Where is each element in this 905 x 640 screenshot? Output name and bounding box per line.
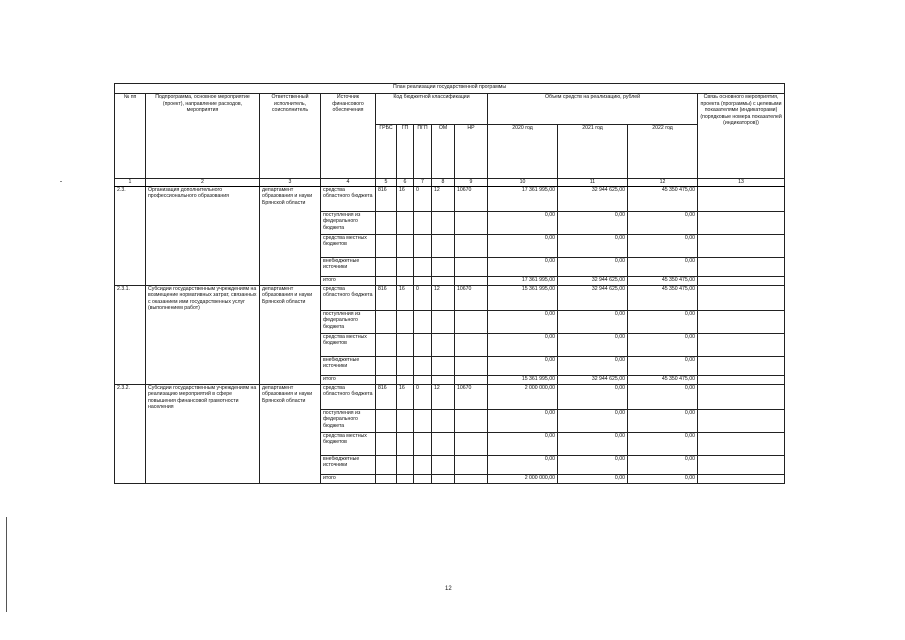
- code-pgp: [414, 356, 432, 375]
- code-gp: [397, 211, 414, 234]
- code-nr: [455, 257, 488, 276]
- table-body: [115, 186, 785, 483]
- code-gp: 16: [397, 186, 414, 211]
- code-grbs: [376, 276, 397, 285]
- header-gp: ГП: [397, 125, 414, 179]
- indicator-link: [698, 409, 785, 432]
- amount-2022: 0,00: [628, 384, 698, 409]
- code-nr: [455, 432, 488, 455]
- code-om: [432, 276, 455, 285]
- amount-2022: 0,00: [628, 234, 698, 257]
- funding-source: поступления из федерального бюджета: [321, 211, 376, 234]
- code-om: [432, 310, 455, 333]
- code-pgp: 0: [414, 384, 432, 409]
- indicator-link: [698, 384, 785, 409]
- amount-2022: 0,00: [628, 333, 698, 356]
- code-nr: [455, 409, 488, 432]
- funding-source: итого: [321, 276, 376, 285]
- code-om: [432, 432, 455, 455]
- amount-2021: 0,00: [558, 432, 628, 455]
- amount-2021: 0,00: [558, 333, 628, 356]
- col-index: 1: [115, 179, 146, 187]
- page-number: 12: [445, 586, 452, 592]
- funding-source: средства местных бюджетов: [321, 432, 376, 455]
- amount-2022: 45 350 475,00: [628, 186, 698, 211]
- code-nr: [455, 234, 488, 257]
- code-pgp: [414, 455, 432, 474]
- code-om: [432, 257, 455, 276]
- header-2021: 2021 год: [558, 125, 628, 179]
- code-grbs: [376, 474, 397, 483]
- header-responsible: Ответственный исполнитель, соисполнитель: [260, 94, 321, 179]
- amount-2020: 17 361 995,00: [488, 186, 558, 211]
- amount-2021: 0,00: [558, 409, 628, 432]
- header-nr: НР: [455, 125, 488, 179]
- code-nr: 10670: [455, 285, 488, 310]
- col-index: 13: [698, 179, 785, 187]
- amount-2020: 0,00: [488, 455, 558, 474]
- item-number: 2.3.1.: [115, 285, 146, 384]
- table-title-text: План реализации государственной программы: [392, 84, 507, 90]
- code-grbs: 816: [376, 186, 397, 211]
- indicator-link: [698, 333, 785, 356]
- plan-table: [114, 83, 785, 484]
- header-grbs: ГРБС: [376, 125, 397, 179]
- code-nr: 10670: [455, 186, 488, 211]
- scan-margin-line: [6, 517, 7, 612]
- code-grbs: [376, 310, 397, 333]
- code-om: [432, 375, 455, 384]
- col-index: 8: [432, 179, 455, 187]
- indicator-link: [698, 234, 785, 257]
- code-gp: [397, 333, 414, 356]
- header-source: Источник финансового обеспечения: [321, 94, 376, 179]
- code-gp: [397, 455, 414, 474]
- code-nr: [455, 474, 488, 483]
- amount-2022: 0,00: [628, 409, 698, 432]
- col-index: 5: [376, 179, 397, 187]
- code-pgp: [414, 310, 432, 333]
- amount-2022: 45 350 475,00: [628, 375, 698, 384]
- amount-2021: 0,00: [558, 257, 628, 276]
- indicator-link: [698, 455, 785, 474]
- item-number: 2.3.: [115, 186, 146, 285]
- amount-2022: 0,00: [628, 455, 698, 474]
- indicator-link: [698, 285, 785, 310]
- code-pgp: [414, 257, 432, 276]
- table-row: [115, 186, 785, 211]
- item-responsible: департамент образования и науки Брянской области: [260, 186, 321, 285]
- table-header: [115, 84, 785, 187]
- header-num: № пп: [115, 94, 146, 179]
- amount-2020: 0,00: [488, 356, 558, 375]
- amount-2021: 0,00: [558, 356, 628, 375]
- code-grbs: 816: [376, 384, 397, 409]
- code-grbs: [376, 432, 397, 455]
- code-pgp: 0: [414, 285, 432, 310]
- funding-source: средства местных бюджетов: [321, 234, 376, 257]
- amount-2020: 0,00: [488, 432, 558, 455]
- code-gp: [397, 257, 414, 276]
- code-grbs: [376, 257, 397, 276]
- amount-2022: 0,00: [628, 432, 698, 455]
- code-pgp: 0: [414, 186, 432, 211]
- indicator-link: [698, 356, 785, 375]
- code-nr: [455, 455, 488, 474]
- code-gp: 16: [397, 285, 414, 310]
- code-nr: [455, 276, 488, 285]
- funding-source: внебюджетные источники: [321, 455, 376, 474]
- code-pgp: [414, 276, 432, 285]
- indicator-link: [698, 211, 785, 234]
- amount-2021: 0,00: [558, 384, 628, 409]
- indicator-link: [698, 186, 785, 211]
- header-om: ОМ: [432, 125, 455, 179]
- header-2020: 2020 год: [488, 125, 558, 179]
- amount-2020: 2 000 000,00: [488, 474, 558, 483]
- col-index: 11: [558, 179, 628, 187]
- amount-2022: 45 350 475,00: [628, 285, 698, 310]
- table-row: [115, 384, 785, 409]
- funding-source: средства областного бюджета: [321, 285, 376, 310]
- amount-2021: 0,00: [558, 474, 628, 483]
- code-gp: [397, 356, 414, 375]
- amount-2021: 32 944 625,00: [558, 186, 628, 211]
- item-name: Субсидии государственным учреждениям на возмещение нормативных затрат, связанных с оказанием ими государственных услуг (выполнением работ): [146, 285, 260, 384]
- code-nr: [455, 310, 488, 333]
- amount-2020: 0,00: [488, 211, 558, 234]
- indicator-link: [698, 276, 785, 285]
- code-grbs: [376, 409, 397, 432]
- code-grbs: [376, 356, 397, 375]
- code-om: [432, 234, 455, 257]
- item-name: Организация дополнительного профессионального образования: [146, 186, 260, 285]
- amount-2020: 0,00: [488, 409, 558, 432]
- header-volume: Объем средств на реализацию, рублей: [488, 94, 698, 125]
- table-title: [115, 84, 785, 94]
- code-om: [432, 474, 455, 483]
- code-gp: [397, 474, 414, 483]
- code-pgp: [414, 409, 432, 432]
- header-budget-code: Код бюджетной классификации: [376, 94, 488, 125]
- amount-2022: 0,00: [628, 474, 698, 483]
- code-om: [432, 333, 455, 356]
- header-link: Связь основного мероприятия, проекта (программы) с целевыми показателями (индикаторами) (порядковые номера показателей (индикаторов)): [698, 94, 785, 179]
- code-pgp: [414, 474, 432, 483]
- code-pgp: [414, 375, 432, 384]
- indicator-link: [698, 375, 785, 384]
- col-index: 6: [397, 179, 414, 187]
- code-gp: [397, 432, 414, 455]
- amount-2021: 32 944 625,00: [558, 375, 628, 384]
- col-index: 7: [414, 179, 432, 187]
- funding-source: итого: [321, 375, 376, 384]
- header-2022: 2022 год: [628, 125, 698, 179]
- scan-speck: [60, 181, 62, 182]
- amount-2020: 0,00: [488, 234, 558, 257]
- column-index-row: [115, 179, 785, 187]
- amount-2021: 0,00: [558, 234, 628, 257]
- code-pgp: [414, 234, 432, 257]
- header-pgp: ПГП: [414, 125, 432, 179]
- amount-2022: 45 350 475,00: [628, 276, 698, 285]
- code-gp: [397, 234, 414, 257]
- code-grbs: [376, 333, 397, 356]
- amount-2021: 0,00: [558, 455, 628, 474]
- amount-2021: 0,00: [558, 211, 628, 234]
- header-subprogram: Подпрограмма, основное мероприятие (проект), направление расходов, мероприятия: [146, 94, 260, 179]
- col-index: 12: [628, 179, 698, 187]
- amount-2022: 0,00: [628, 257, 698, 276]
- col-index: 3: [260, 179, 321, 187]
- code-nr: [455, 211, 488, 234]
- indicator-link: [698, 310, 785, 333]
- code-gp: 16: [397, 384, 414, 409]
- amount-2020: 2 000 000,00: [488, 384, 558, 409]
- funding-source: поступления из федерального бюджета: [321, 409, 376, 432]
- amount-2020: 0,00: [488, 310, 558, 333]
- amount-2021: 32 944 625,00: [558, 285, 628, 310]
- funding-source: средства местных бюджетов: [321, 333, 376, 356]
- indicator-link: [698, 257, 785, 276]
- indicator-link: [698, 432, 785, 455]
- code-om: 12: [432, 384, 455, 409]
- code-om: [432, 356, 455, 375]
- col-index: 9: [455, 179, 488, 187]
- code-nr: 10670: [455, 384, 488, 409]
- code-nr: [455, 356, 488, 375]
- item-responsible: департамент образования и науки Брянской области: [260, 384, 321, 483]
- funding-source: итого: [321, 474, 376, 483]
- code-pgp: [414, 432, 432, 455]
- indicator-link: [698, 474, 785, 483]
- code-pgp: [414, 211, 432, 234]
- code-grbs: [376, 455, 397, 474]
- amount-2020: 0,00: [488, 333, 558, 356]
- code-om: 12: [432, 186, 455, 211]
- code-grbs: [376, 375, 397, 384]
- code-grbs: [376, 211, 397, 234]
- code-gp: [397, 276, 414, 285]
- code-gp: [397, 409, 414, 432]
- item-responsible: департамент образования и науки Брянской области: [260, 285, 321, 384]
- amount-2022: 0,00: [628, 356, 698, 375]
- table-row: [115, 285, 785, 310]
- code-nr: [455, 375, 488, 384]
- amount-2020: 17 361 995,00: [488, 276, 558, 285]
- code-om: [432, 409, 455, 432]
- code-grbs: 816: [376, 285, 397, 310]
- col-index: 2: [146, 179, 260, 187]
- amount-2021: 0,00: [558, 310, 628, 333]
- code-om: [432, 211, 455, 234]
- col-index: 4: [321, 179, 376, 187]
- funding-source: поступления из федерального бюджета: [321, 310, 376, 333]
- code-om: [432, 455, 455, 474]
- item-number: 2.3.2.: [115, 384, 146, 483]
- funding-source: средства областного бюджета: [321, 186, 376, 211]
- amount-2020: 15 361 995,00: [488, 285, 558, 310]
- amount-2022: 0,00: [628, 310, 698, 333]
- funding-source: средства областного бюджета: [321, 384, 376, 409]
- code-nr: [455, 333, 488, 356]
- code-gp: [397, 310, 414, 333]
- item-name: Субсидии государственным учреждениям на реализацию мероприятий в сфере повышения финансовой грамотности населения: [146, 384, 260, 483]
- amount-2021: 32 944 625,00: [558, 276, 628, 285]
- amount-2022: 0,00: [628, 211, 698, 234]
- funding-source: внебюджетные источники: [321, 257, 376, 276]
- amount-2020: 0,00: [488, 257, 558, 276]
- amount-2020: 15 361 995,00: [488, 375, 558, 384]
- code-gp: [397, 375, 414, 384]
- code-grbs: [376, 234, 397, 257]
- col-index: 10: [488, 179, 558, 187]
- funding-source: внебюджетные источники: [321, 356, 376, 375]
- code-pgp: [414, 333, 432, 356]
- code-om: 12: [432, 285, 455, 310]
